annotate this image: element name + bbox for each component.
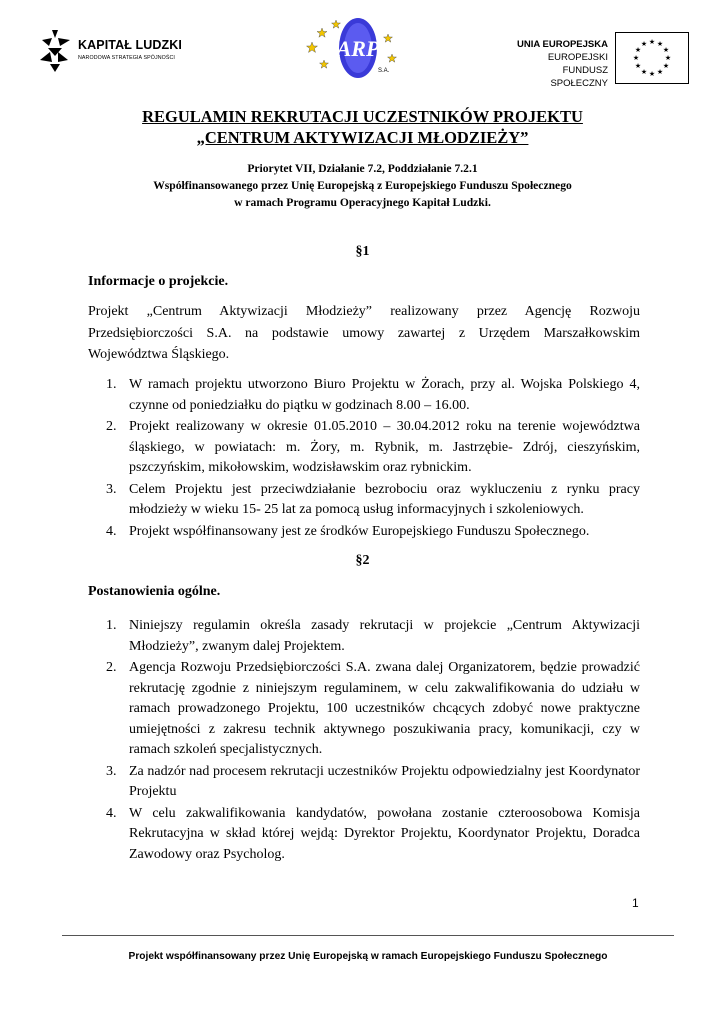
page-number: 1 — [632, 896, 639, 910]
list-item-number: 3. — [106, 763, 117, 779]
svg-text:★: ★ — [640, 68, 648, 76]
list-item-text: Za nadzór nad procesem rekrutacji uczestników Projektu odpowiedzialny jest Koordynator Projektu — [129, 763, 640, 799]
section-1-heading: Informacje o projekcie. — [88, 274, 229, 289]
eu-flag-icon — [615, 32, 689, 84]
list-item-number: 4. — [106, 805, 117, 821]
svg-text:★: ★ — [656, 68, 664, 76]
svg-text:★: ★ — [656, 40, 664, 48]
list-item — [88, 804, 640, 866]
document-subtitle — [60, 160, 665, 211]
svg-text:★: ★ — [648, 70, 656, 78]
list-item — [88, 417, 640, 479]
svg-text:★: ★ — [664, 54, 672, 62]
svg-text:★: ★ — [634, 46, 642, 54]
eu-line-3: FUNDUSZ SPOŁECZNY — [550, 65, 608, 89]
svg-text:★: ★ — [640, 40, 648, 48]
svg-text:★: ★ — [632, 54, 640, 62]
list-item-number: 4. — [106, 523, 117, 539]
svg-text:★: ★ — [634, 62, 642, 70]
svg-text:ARP: ARP — [336, 36, 380, 61]
list-item-text: W ramach projektu utworzono Biuro Projektu w Żorach, przy al. Wojska Polskiego 4, czynne od poniedziałku do piątku w godzinach 8.00 – 16.00. — [129, 377, 640, 413]
list-item-number: 1. — [106, 377, 117, 392]
list-item-text: Agencja Rozwoju Przedsiębiorczości S.A. zwana dalej Organizatorem, będzie prowadzić rekrutację zgodnie z niniejszym regulaminem, w celu zakwalifikowania do udziału w ramach prowadzonego Projektu, 100 uczestników chcących zdobyć nowe praktyczne umiejętności z zakresu technik aktywnego poszukiwania pracy, komunikacji, czy w ramach szkoleń specjalistycznych. — [129, 660, 640, 757]
document-title-line-1: REGULAMIN REKRUTACJI UCZESTNIKÓW PROJEKTU — [142, 107, 583, 126]
list-item-number: 1. — [106, 618, 117, 633]
section-1-mark: §1 — [355, 244, 370, 259]
list-item-number: 3. — [106, 481, 117, 497]
kapital-ludzki-title: KAPITAŁ LUDZKI — [78, 38, 182, 52]
list-item — [88, 762, 640, 803]
document-title-line-2: „CENTRUM AKTYWIZACJI MŁODZIEŻY” — [196, 128, 529, 147]
list-item-number: 2. — [106, 419, 117, 434]
section-2-mark: §2 — [355, 553, 370, 568]
section-1-list — [88, 375, 640, 543]
svg-text:★: ★ — [662, 46, 670, 54]
list-item — [88, 616, 640, 657]
svg-text:★: ★ — [662, 62, 670, 70]
eu-logo — [508, 32, 688, 89]
kapital-ludzki-icon — [38, 26, 74, 72]
list-item-text: W celu zakwalifikowania kandydatów, powołana zostanie czteroosobowa Komisja Rekrutacyjna w skład której wejdą: Dyrektor Projektu, Koordynator Projektu, Doradca Zawodowy oraz Psycholog. — [129, 805, 640, 862]
section-2-list — [88, 616, 640, 866]
svg-text:★: ★ — [648, 38, 656, 46]
list-item — [88, 658, 640, 761]
footer-text: Projekt współfinansowany przez Unię Europejską w ramach Europejskiego Funduszu Społecznego — [128, 951, 608, 962]
arp-logo — [300, 14, 400, 84]
list-item — [88, 375, 640, 416]
list-item-text: Projekt współfinansowany jest ze środków Europejskiego Funduszu Społecznego. — [129, 523, 590, 539]
list-item-number: 2. — [106, 660, 117, 675]
list-item — [88, 522, 640, 543]
section-2-heading: Postanowienia ogólne. — [88, 584, 221, 599]
eu-line-1: UNIA EUROPEJSKA — [517, 39, 608, 50]
document-subtitle-line-1: Priorytet VII, Działanie 7.2, Poddziałanie 7.2.1 — [247, 162, 478, 175]
kapital-ludzki-logo — [38, 26, 188, 74]
footer-divider — [62, 935, 674, 936]
document-subtitle-line-3: w ramach Programu Operacyjnego Kapitał Ludzki. — [234, 196, 491, 209]
document-title — [60, 106, 665, 148]
list-item-text: Projekt realizowany w okresie 01.05.2010 – 30.04.2012 roku na terenie województwa śląskiego, w powiatach: m. Żory, m. Rybnik, m. Jastrzębie- Zdrój, cieszyńskim, pszczyńskim, mikołowskim, wodzisławskim oraz rybnickim. — [129, 419, 640, 475]
eu-line-2: EUROPEJSKI — [547, 52, 608, 63]
arp-suffix: S.A. — [378, 68, 390, 74]
list-item-text: Niniejszy regulamin określa zasady rekrutacji w projekcie „Centrum Aktywizacji Młodzieży”, zwanym dalej Projektem. — [129, 618, 640, 654]
document-subtitle-line-2: Współfinansowanego przez Unię Europejską z Europejskiego Funduszu Społecznego — [153, 179, 572, 192]
list-item-text: Celem Projektu jest przeciwdziałanie bezrobociu oraz wykluczeniu z rynku pracy młodzieży w wieku 15- 25 lat za pomocą usług informacyjnych i szkoleniowych. — [129, 481, 640, 517]
list-item — [88, 480, 640, 521]
section-1-intro: Projekt „Centrum Aktywizacji Młodzieży” realizowany przez Agencję Rozwoju Przedsiębiorczości S.A. na podstawie umowy zawartej z Urzędem Marszałkowskim Województwa Śląskiego. — [88, 304, 640, 362]
kapital-ludzki-subtitle: NARODOWA STRATEGIA SPÓJNOŚCI — [78, 55, 175, 61]
